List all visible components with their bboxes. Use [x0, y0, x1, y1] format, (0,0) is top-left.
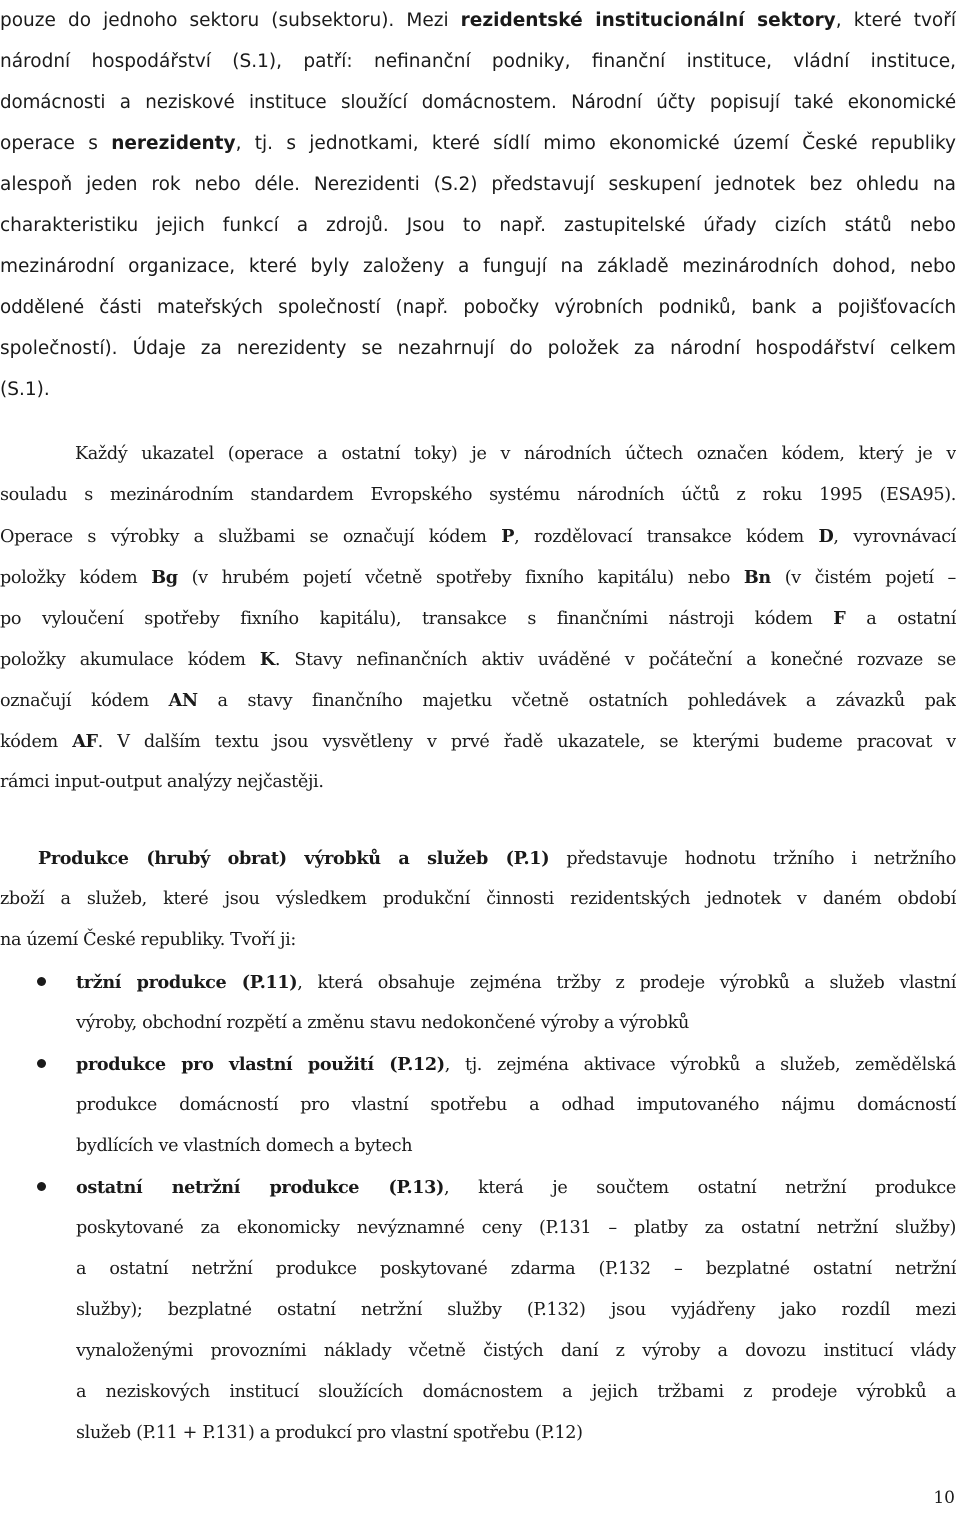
text-line: pouze do jednoho sektoru (subsektoru). Mezi rezidentské institucionální sektory, které tvoří — [0, 10, 956, 31]
text-line: ostatní netržní produkce (P.13), která je součtem ostatní netržní produkce — [76, 1177, 956, 1198]
text-line: alespoň jeden rok nebo déle. Nerezidenti (S.2) představují seskupení jednotek bez ohledu na — [0, 174, 956, 195]
text-line: po vyloučení spotřeby fixního kapitálu), transakce s finančními nástroji kódem F a ostatní — [0, 608, 956, 629]
text-line: zboží a služeb, které jsou výsledkem produkční činnosti rezidentských jednotek v daném období — [0, 889, 956, 909]
code-term: Bn — [743, 567, 771, 588]
code-term: F — [833, 608, 846, 629]
code-term: P — [501, 526, 515, 547]
bullet-icon — [37, 977, 46, 986]
text-line: a neziskových institucí sloužících domácnostem a jejich tržbami z prodeje výrobků a — [76, 1382, 956, 1402]
code-term: K — [259, 649, 275, 670]
code-term: Bg — [151, 567, 178, 588]
text-line: Každý ukazatel (operace a ostatní toky) je v národních účtech označen kódem, který je v — [75, 444, 956, 464]
text-line: bydlících ve vlastních domech a bytech — [76, 1136, 413, 1156]
text-line: na území České republiky. Tvoří ji: — [0, 930, 296, 950]
code-term: D — [818, 526, 834, 547]
bold-term: Produkce (hrubý obrat) výrobků a služeb (P.1) — [38, 848, 550, 869]
list-item — [0, 1167, 956, 1454]
text-line: mezinárodní organizace, které byly založeny a fungují na základě mezinárodních dohod, nebo — [0, 256, 956, 277]
bold-term: rezidentské institucionální sektory — [460, 10, 836, 31]
text-line: domácnosti a neziskové instituce sloužící domácnostem. Národní účty popisují také ekonomické — [0, 92, 956, 113]
paragraph-sectors — [0, 0, 956, 410]
bullet-icon — [37, 1059, 46, 1068]
list-item — [0, 962, 956, 1044]
code-term: AN — [168, 690, 198, 711]
text-line: oddělené části mateřských společností (např. pobočky výrobních podniků, bank a pojišťovacích — [0, 297, 956, 318]
text-line: společností). Údaje za nerezidenty se nezahrnují do položek za národní hospodářství celkem — [0, 338, 956, 359]
paragraph-production — [0, 838, 956, 961]
bold-term: tržní produkce (P.11) — [76, 972, 298, 993]
text-line: označují kódem AN a stavy finančního majetku včetně ostatních pohledávek a závazků pak — [0, 690, 956, 711]
text-line: výroby, obchodní rozpětí a změnu stavu nedokončené výroby a výrobků — [76, 1013, 689, 1033]
text-line: rámci input-output analýzy nejčastěji. — [0, 772, 324, 792]
bold-term: nerezidenty — [111, 133, 236, 154]
text-line: položky kódem Bg (v hrubém pojetí včetně spotřeby fixního kapitálu) nebo Bn (v čistém pojetí – — [0, 567, 956, 588]
text-line: služeb (P.11 + P.131) a produkcí pro vlastní spotřebu (P.12) — [76, 1423, 583, 1443]
text-line: a ostatní netržní produkce poskytované zdarma (P.132 – bezplatné ostatní netržní — [76, 1259, 956, 1279]
text-line: tržní produkce (P.11), která obsahuje zejména tržby z prodeje výrobků a služeb vlastní — [76, 972, 956, 993]
text-line: Operace s výrobky a službami se označují kódem P, rozdělovací transakce kódem D, vyrovnávací — [0, 526, 956, 547]
text-line: poskytované za ekonomicky nevýznamné ceny (P.131 – platby za ostatní netržní služby) — [76, 1218, 956, 1238]
text-line: produkce pro vlastní použití (P.12), tj. zejména aktivace výrobků a služeb, zemědělská — [76, 1054, 956, 1075]
text-line: operace s nerezidenty, tj. s jednotkami, které sídlí mimo ekonomické území České republiky — [0, 133, 956, 154]
paragraph-codes — [0, 434, 956, 803]
text-line: produkce domácností pro vlastní spotřebu a odhad imputovaného nájmu domácností — [76, 1095, 956, 1115]
text-line: (S.1). — [0, 379, 50, 400]
text-line: služby); bezplatné ostatní netržní služby (P.132) jsou vyjádřeny jako rozdíl mezi — [76, 1300, 956, 1320]
bold-term: produkce pro vlastní použití (P.12) — [76, 1054, 445, 1075]
list-item — [0, 1044, 956, 1167]
code-term: AF — [72, 731, 98, 752]
page-number: 10 — [933, 1488, 955, 1508]
text-line: položky akumulace kódem K. Stavy nefinančních aktiv uváděné v počáteční a konečné rozvaze se — [0, 649, 956, 670]
bullet-icon — [37, 1182, 46, 1191]
text-line: charakteristiku jejich funkcí a zdrojů. Jsou to např. zastupitelské úřady cizích států nebo — [0, 215, 956, 236]
bold-term: ostatní netržní produkce (P.13) — [76, 1177, 444, 1198]
text-line: národní hospodářství (S.1), patří: nefinanční podniky, finanční instituce, vládní instituce, — [0, 51, 956, 72]
text-line: souladu s mezinárodním standardem Evropského systému národních účtů z roku 1995 (ESA95). — [0, 485, 956, 505]
text-line: kódem AF. V dalším textu jsou vysvětleny v prvé řadě ukazatele, se kterými budeme pracovat v — [0, 731, 956, 752]
text-line: Produkce (hrubý obrat) výrobků a služeb (P.1) představuje hodnotu tržního i netržního — [38, 848, 956, 869]
bullet-list — [0, 962, 956, 1454]
text-line: vynaloženými provozními náklady včetně čistých daní z výroby a dovozu institucí vlády — [76, 1341, 956, 1361]
